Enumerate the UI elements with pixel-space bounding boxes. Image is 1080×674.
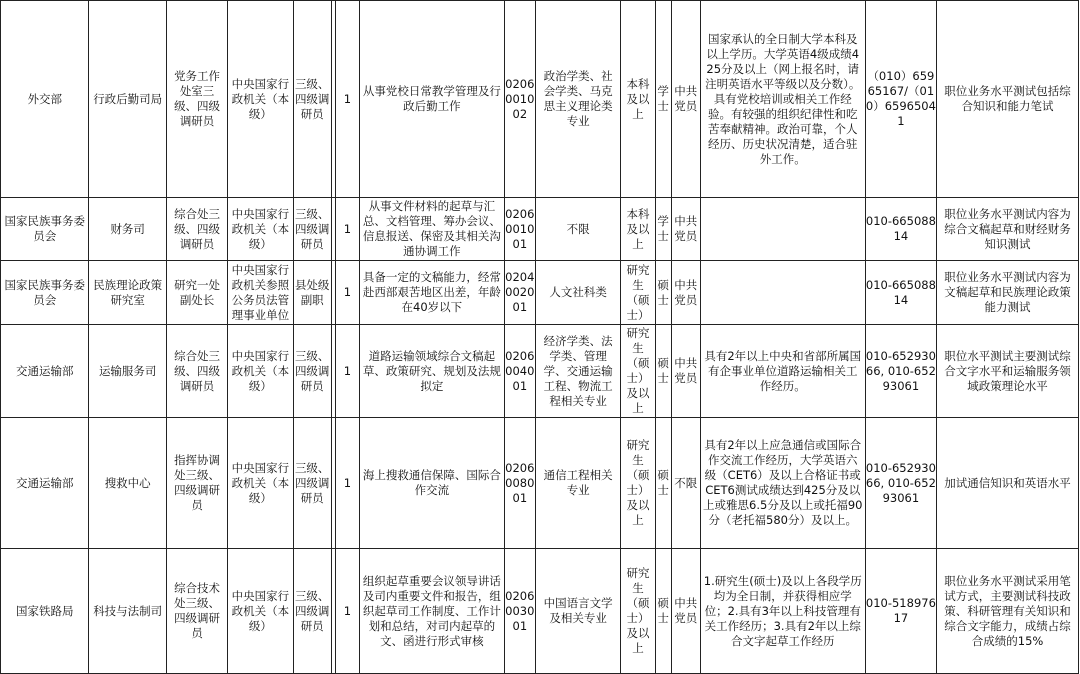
table-row xyxy=(1,1,1079,198)
count-cell: 1 xyxy=(335,549,359,674)
org-level-cell: 中央国家行政机关参照公务员法管理事业单位 xyxy=(228,261,293,325)
phone-cell: （010）65965167/（010）65965041 xyxy=(865,1,936,198)
rank-cell: 三级、四级调研员 xyxy=(293,325,331,418)
code-cell: 0206001001 xyxy=(504,198,535,261)
education-cell: 研究生（硕士） xyxy=(621,261,655,325)
major-cell: 政治学类、社会学类、马克思主义理论类专业 xyxy=(535,1,620,198)
political-status-cell: 不限 xyxy=(671,418,700,549)
duties-cell: 海上搜救通信保障、国际合作交流 xyxy=(359,418,504,549)
bureau-cell: 运输服务司 xyxy=(89,325,166,418)
table-row xyxy=(1,325,1079,418)
other-requirements-cell xyxy=(700,198,865,261)
major-cell: 人文社科类 xyxy=(535,261,620,325)
org-level-cell: 中央国家行政机关（本级） xyxy=(228,325,293,418)
duties-cell: 具备一定的文稿能力，经常赴西部艰苦地区出差，年龄在40岁以下 xyxy=(359,261,504,325)
political-status-cell: 中共党员 xyxy=(671,325,700,418)
department-cell: 外交部 xyxy=(1,1,89,198)
remarks-cell: 职位业务水平测试内容为文稿起草和民族理论政策能力测试 xyxy=(937,261,1079,325)
count-cell: 1 xyxy=(335,261,359,325)
bureau-cell: 行政后勤司局 xyxy=(89,1,166,198)
position-cell: 综合处三级、四级调研员 xyxy=(166,198,227,261)
bureau-cell: 搜救中心 xyxy=(89,418,166,549)
major-cell: 通信工程相关专业 xyxy=(535,418,620,549)
phone-cell: 010-51897617 xyxy=(865,549,936,674)
degree-cell: 硕士 xyxy=(655,549,671,674)
education-cell: 研究生（硕士）及以上 xyxy=(621,325,655,418)
phone-cell: 010-66508814 xyxy=(865,198,936,261)
department-cell: 国家民族事务委员会 xyxy=(1,261,89,325)
remarks-cell: 职位业务水平测试内容为综合文稿起草和财经财务知识测试 xyxy=(937,198,1079,261)
department-cell: 国家铁路局 xyxy=(1,549,89,674)
education-cell: 本科及以上 xyxy=(621,1,655,198)
duties-cell: 组织起草重要会议领导讲话及司内重要文件和报告，组织起草司工作制度、工作计划和总结，对司内起草的文、函进行形式审核 xyxy=(359,549,504,674)
department-cell: 交通运输部 xyxy=(1,418,89,549)
phone-cell: 010-66508814 xyxy=(865,261,936,325)
remarks-cell: 职位水平测试主要测试综合文字水平和运输服务领域政策理论水平 xyxy=(937,325,1079,418)
duties-cell: 道路运输领域综合文稿起草、政策研究、规划及法规拟定 xyxy=(359,325,504,418)
degree-cell: 学士 xyxy=(655,1,671,198)
degree-cell: 学士 xyxy=(655,198,671,261)
count-cell: 1 xyxy=(335,325,359,418)
table-body xyxy=(1,1,1079,674)
org-level-cell: 中央国家行政机关（本级） xyxy=(228,198,293,261)
rank-cell: 三级、四级调研员 xyxy=(293,418,331,549)
code-cell: 0206004001 xyxy=(504,325,535,418)
position-cell: 研究一处副处长 xyxy=(166,261,227,325)
education-cell: 研究生（硕士）及以上 xyxy=(621,549,655,674)
rank-cell: 三级、四级调研员 xyxy=(293,198,331,261)
phone-cell: 010-65293066, 010-65293061 xyxy=(865,325,936,418)
major-cell: 中国语言文学及相关专业 xyxy=(535,549,620,674)
table-row xyxy=(1,418,1079,549)
bureau-cell: 科技与法制司 xyxy=(89,549,166,674)
political-status-cell: 中共党员 xyxy=(671,261,700,325)
other-requirements-cell: 具有2年以上中央和省部所属国有企事业单位道路运输相关工作经历。 xyxy=(700,325,865,418)
other-requirements-cell: 国家承认的全日制大学本科及以上学历。大学英语4级成绩425分及以上（网上报名时，请注明英语水平等级以及分数）。具有党校培训或相关工作经验。有较强的组织纪律性和吃苦奉献精神。政治可靠，个人经历、历史状况清楚，适合驻外工作。 xyxy=(700,1,865,198)
other-requirements-cell: 1.研究生(硕士)及以上各段学历均为全日制，并获得相应学位；2.具有3年以上科技管理有关工作经历；3.具有2年以上综合文字起草工作经历 xyxy=(700,549,865,674)
bureau-cell: 财务司 xyxy=(89,198,166,261)
political-status-cell: 中共党员 xyxy=(671,198,700,261)
table-row xyxy=(1,549,1079,674)
code-cell: 0204002001 xyxy=(504,261,535,325)
other-requirements-cell: 具有2年以上应急通信或国际合作交流工作经历，大学英语六级（CET6）及以上合格证书或CET6测试成绩达到425分及以上或雅思6.5分及以上或托福90分（老托福580分）及以上。 xyxy=(700,418,865,549)
bureau-cell: 民族理论政策研究室 xyxy=(89,261,166,325)
position-cell: 指挥协调处三级、四级调研员 xyxy=(166,418,227,549)
other-requirements-cell xyxy=(700,261,865,325)
duties-cell: 从事文件材料的起草与汇总、文档管理、筹办会议、信息报送、保密及其相关沟通协调工作 xyxy=(359,198,504,261)
major-cell: 不限 xyxy=(535,198,620,261)
political-status-cell: 中共党员 xyxy=(671,549,700,674)
position-cell: 综合技术处三级、四级调研员 xyxy=(166,549,227,674)
political-status-cell: 中共党员 xyxy=(671,1,700,198)
rank-cell: 三级、四级调研员 xyxy=(293,549,331,674)
code-cell: 0206008001 xyxy=(504,418,535,549)
count-cell: 1 xyxy=(335,1,359,198)
table-row xyxy=(1,198,1079,261)
education-cell: 本科及以上 xyxy=(621,198,655,261)
remarks-cell: 加试通信知识和英语水平 xyxy=(937,418,1079,549)
rank-cell: 县处级副职 xyxy=(293,261,331,325)
duties-cell: 从事党校日常教学管理及行政后勤工作 xyxy=(359,1,504,198)
table-row xyxy=(1,261,1079,325)
degree-cell: 硕士 xyxy=(655,261,671,325)
department-cell: 交通运输部 xyxy=(1,325,89,418)
org-level-cell: 中央国家行政机关（本级） xyxy=(228,418,293,549)
remarks-cell: 职位业务水平测试包括综合知识和能力笔试 xyxy=(937,1,1079,198)
position-cell: 综合处三级、四级调研员 xyxy=(166,325,227,418)
remarks-cell: 职位业务水平测试采用笔试方式，主要测试科技政策、科研管理有关知识和综合文字能力，成绩占综合成绩的15% xyxy=(937,549,1079,674)
position-cell: 党务工作处室三级、四级调研员 xyxy=(166,1,227,198)
major-cell: 经济学类、法学类、管理学、交通运输工程、物流工程相关专业 xyxy=(535,325,620,418)
rank-cell: 三级、四级调研员 xyxy=(293,1,331,198)
org-level-cell: 中央国家行政机关（本级） xyxy=(228,549,293,674)
phone-cell: 010-65293066, 010-65293061 xyxy=(865,418,936,549)
count-cell: 1 xyxy=(335,418,359,549)
org-level-cell: 中央国家行政机关（本级） xyxy=(228,1,293,198)
code-cell: 0206003001 xyxy=(504,549,535,674)
code-cell: 0206001002 xyxy=(504,1,535,198)
department-cell: 国家民族事务委员会 xyxy=(1,198,89,261)
degree-cell: 硕士 xyxy=(655,325,671,418)
degree-cell: 硕士 xyxy=(655,418,671,549)
education-cell: 研究生（硕士）及以上 xyxy=(621,418,655,549)
count-cell: 1 xyxy=(335,198,359,261)
